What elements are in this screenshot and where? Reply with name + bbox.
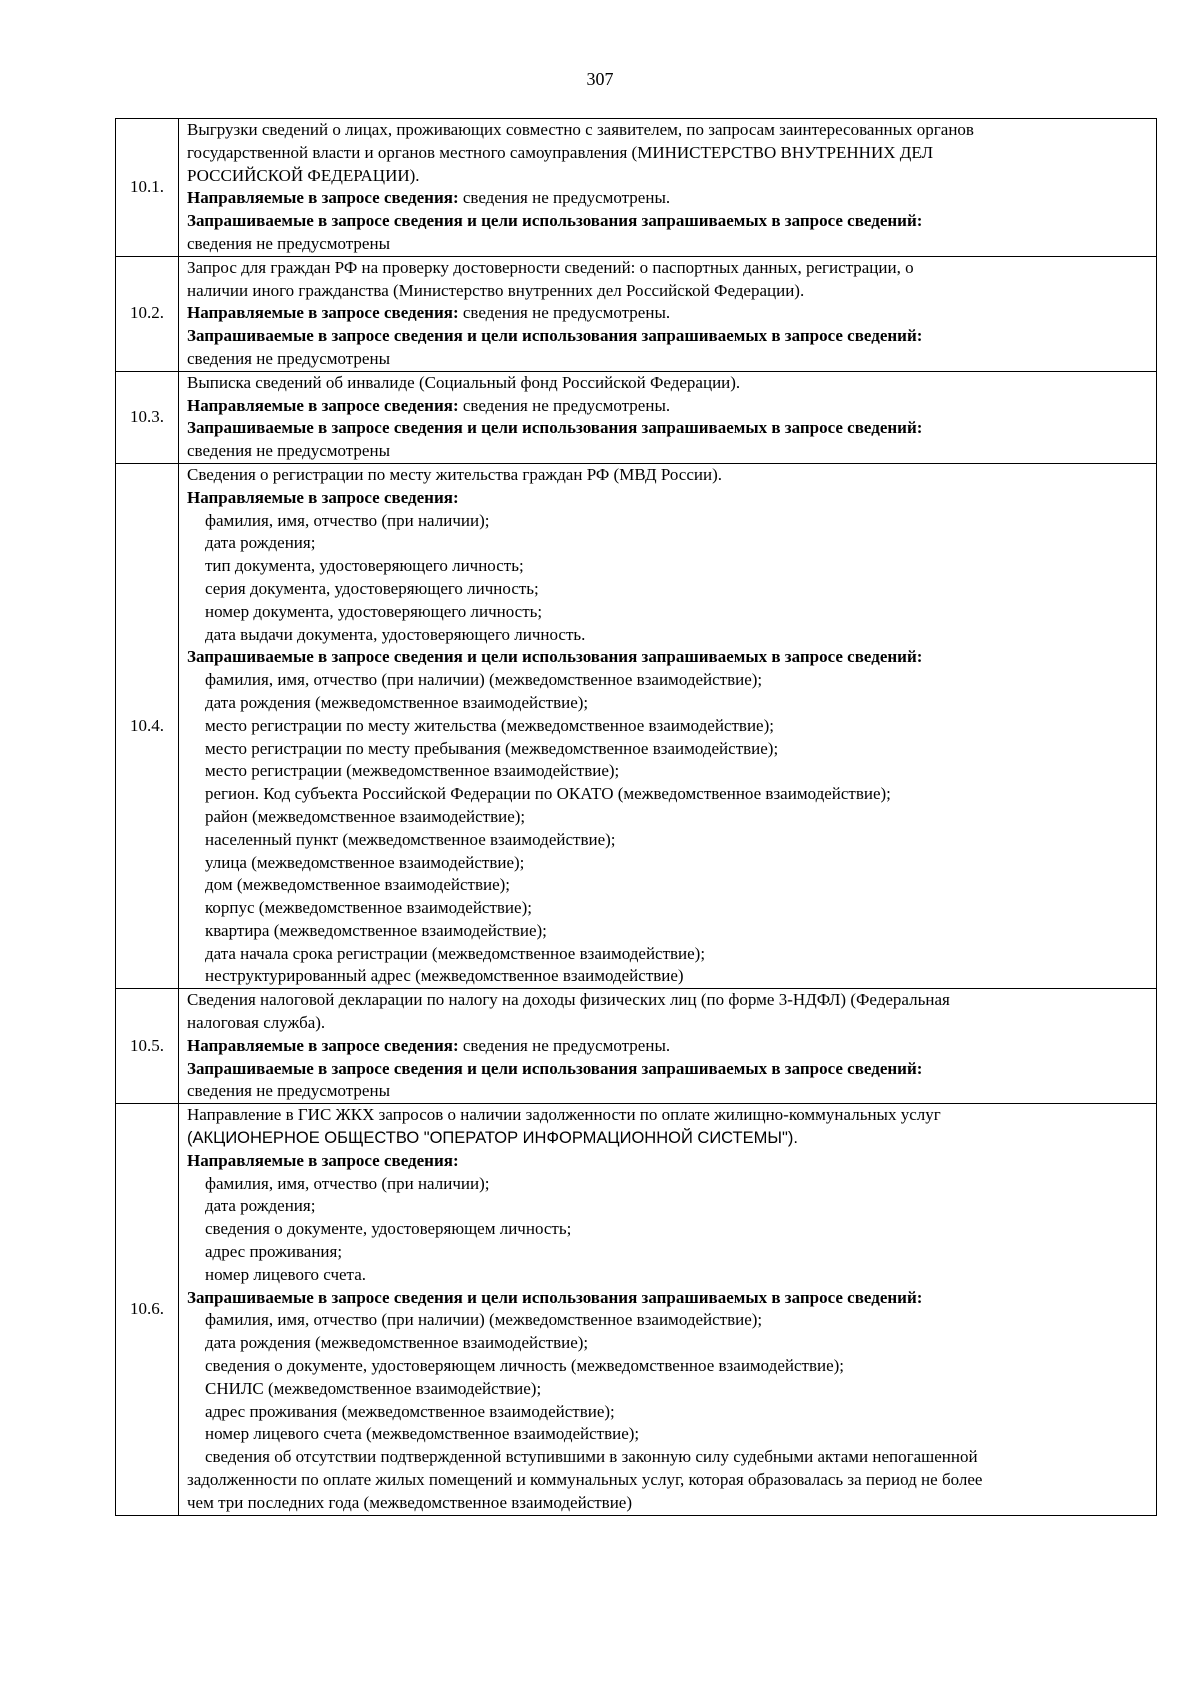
row-title: Направление в ГИС ЖКХ запросов о наличии задолженности по оплате жилищно-коммунальных услуг <box>187 1105 941 1125</box>
sent-label: Направляемые в запросе сведения: <box>187 395 459 415</box>
row-content <box>179 1104 1157 1515</box>
row-number: 10.4. <box>116 463 179 988</box>
sent-value: сведения не предусмотрены. <box>458 188 671 208</box>
list-item: фамилия, имя, отчество (при наличии) (межведомственное взаимодействие); <box>205 1310 763 1330</box>
row-number: 10.1. <box>116 119 179 257</box>
list-item: корпус (межведомственное взаимодействие); <box>205 898 532 918</box>
sent-label: Направляемые в запросе сведения: <box>187 188 459 208</box>
sent-label: Направляемые в запросе сведения: <box>187 1150 459 1170</box>
sent-label: Направляемые в запросе сведения: <box>187 303 459 323</box>
list-item: дата рождения (межведомственное взаимодействие); <box>205 692 589 712</box>
list-item: сведения об отсутствии подтвержденной вступившими в законную силу судебными актами непогашенной <box>205 1447 978 1467</box>
table-row <box>116 256 1157 371</box>
row-title: РОССИЙСКОЙ ФЕДЕРАЦИИ). <box>187 165 420 185</box>
list-item: номер лицевого счета (межведомственное взаимодействие); <box>205 1424 640 1444</box>
list-item: номер лицевого счета. <box>205 1264 366 1284</box>
requested-label: Запрашиваемые в запросе сведения и цели использования запрашиваемых в запросе сведений: <box>187 1058 923 1078</box>
list-item: дата выдачи документа, удостоверяющего личность. <box>205 624 586 644</box>
table-row <box>116 371 1157 463</box>
row-content <box>179 256 1157 371</box>
row-content <box>179 119 1157 257</box>
list-item: сведения о документе, удостоверяющем личность (межведомственное взаимодействие); <box>205 1356 845 1376</box>
list-item: неструктурированный адрес (межведомственное взаимодействие) <box>205 966 684 986</box>
list-item: фамилия, имя, отчество (при наличии) (межведомственное взаимодействие); <box>205 670 763 690</box>
list-item-continuation: чем три последних года (межведомственное взаимодействие) <box>187 1492 632 1512</box>
list-item: дата рождения; <box>205 1196 316 1216</box>
requested-label: Запрашиваемые в запросе сведения и цели использования запрашиваемых в запросе сведений: <box>187 647 923 667</box>
requested-value: сведения не предусмотрены <box>187 233 390 253</box>
list-item: дата рождения (межведомственное взаимодействие); <box>205 1333 589 1353</box>
requested-label: Запрашиваемые в запросе сведения и цели использования запрашиваемых в запросе сведений: <box>187 418 923 438</box>
row-number: 10.6. <box>116 1104 179 1515</box>
list-item: район (межведомственное взаимодействие); <box>205 806 526 826</box>
row-number: 10.2. <box>116 256 179 371</box>
table-row <box>116 463 1157 988</box>
list-item: адрес проживания; <box>205 1242 343 1262</box>
services-table <box>115 118 1157 1516</box>
row-title: Запрос для граждан РФ на проверку достоверности сведений: о паспортных данных, регистрации, о <box>187 257 914 277</box>
requested-value: сведения не предусмотрены <box>187 348 390 368</box>
list-item: дом (межведомственное взаимодействие); <box>205 875 510 895</box>
row-content <box>179 463 1157 988</box>
list-item: фамилия, имя, отчество (при наличии); <box>205 1173 490 1193</box>
list-item: дата начала срока регистрации (межведомственное взаимодействие); <box>205 943 706 963</box>
list-item: место регистрации (межведомственное взаимодействие); <box>205 761 620 781</box>
row-number: 10.3. <box>116 371 179 463</box>
list-item: улица (межведомственное взаимодействие); <box>205 852 525 872</box>
row-title: Сведения налоговой декларации по налогу на доходы физических лиц (по форме 3-НДФЛ) (Федеральная <box>187 990 950 1010</box>
list-item: фамилия, имя, отчество (при наличии); <box>205 510 490 530</box>
row-title: Выгрузки сведений о лицах, проживающих совместно с заявителем, по запросам заинтересованных органов <box>187 120 974 139</box>
sent-value: сведения не предусмотрены. <box>458 395 671 415</box>
requested-label: Запрашиваемые в запросе сведения и цели использования запрашиваемых в запросе сведений: <box>187 211 923 231</box>
list-item: сведения о документе, удостоверяющем личность; <box>205 1219 572 1239</box>
requested-value: сведения не предусмотрены <box>187 441 390 461</box>
list-item: регион. Код субъекта Российской Федерации по ОКАТО (межведомственное взаимодействие); <box>205 784 891 804</box>
list-item-continuation: задолженности по оплате жилых помещений и коммунальных услуг, которая образовалась за период не более <box>187 1470 983 1490</box>
row-title: (АКЦИОНЕРНОЕ ОБЩЕСТВО "ОПЕРАТОР ИНФОРМАЦИОННОЙ СИСТЕМЫ"). <box>187 1129 798 1148</box>
list-item: место регистрации по месту пребывания (межведомственное взаимодействие); <box>205 738 779 758</box>
table-row <box>116 1104 1157 1515</box>
list-item: тип документа, удостоверяющего личность; <box>205 556 524 576</box>
list-item: место регистрации по месту жительства (межведомственное взаимодействие); <box>205 715 774 735</box>
requested-label: Запрашиваемые в запросе сведения и цели использования запрашиваемых в запросе сведений: <box>187 326 923 346</box>
list-item: дата рождения; <box>205 533 316 553</box>
list-item: СНИЛС (межведомственное взаимодействие); <box>205 1378 542 1398</box>
table-row <box>116 989 1157 1104</box>
row-content <box>179 989 1157 1104</box>
list-item: серия документа, удостоверяющего личность; <box>205 578 539 598</box>
table-row <box>116 119 1157 257</box>
row-title: Сведения о регистрации по месту жительства граждан РФ (МВД России). <box>187 464 723 484</box>
row-title: государственной власти и органов местного самоуправления (МИНИСТЕРСТВО ВНУТРЕННИХ ДЕЛ <box>187 142 934 162</box>
requested-label: Запрашиваемые в запросе сведения и цели использования запрашиваемых в запросе сведений: <box>187 1287 923 1307</box>
page-number: 307 <box>586 69 614 89</box>
row-content <box>179 371 1157 463</box>
list-item: квартира (межведомственное взаимодействие); <box>205 920 547 940</box>
sent-label: Направляемые в запросе сведения: <box>187 487 459 507</box>
list-item: адрес проживания (межведомственное взаимодействие); <box>205 1401 615 1421</box>
sent-label: Направляемые в запросе сведения: <box>187 1035 459 1055</box>
list-item: населенный пункт (межведомственное взаимодействие); <box>205 829 616 849</box>
list-item: номер документа, удостоверяющего личность; <box>205 601 543 621</box>
sent-value: сведения не предусмотрены. <box>458 303 671 323</box>
requested-value: сведения не предусмотрены <box>187 1081 390 1101</box>
row-title: наличии иного гражданства (Министерство внутренних дел Российской Федерации). <box>187 280 805 300</box>
row-number: 10.5. <box>116 989 179 1104</box>
sent-value: сведения не предусмотрены. <box>458 1035 671 1055</box>
row-title: налоговая служба). <box>187 1013 326 1033</box>
row-title: Выписка сведений об инвалиде (Социальный фонд Российской Федерации). <box>187 372 741 392</box>
